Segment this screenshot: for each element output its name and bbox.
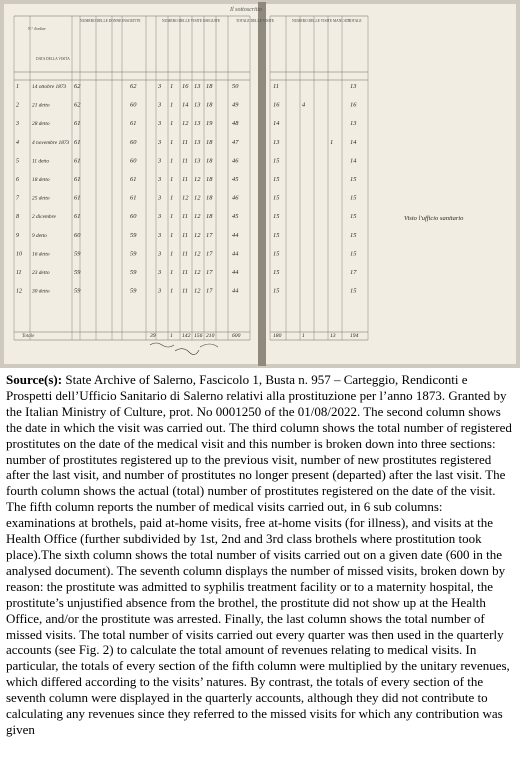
right-column-headers — [292, 19, 362, 23]
entry-visits-a: 3 — [158, 138, 162, 146]
entry-number: 4 — [16, 139, 19, 146]
entry-missed-total: 13 — [350, 120, 357, 128]
entry-total-visits: 46 — [232, 194, 239, 202]
entry-total-visits: 49 — [232, 101, 239, 109]
entry-visits-e: 17 — [206, 231, 213, 239]
entry-missed-total: 15 — [350, 194, 357, 202]
entry-visits-d: 13 — [194, 157, 201, 165]
handwritten-note: Visto l'ufficio sanitario — [404, 215, 464, 222]
entry-visits-c: 14 — [182, 101, 189, 109]
entry-total-registered: 60 — [130, 157, 137, 165]
entry-missed-a: 15 — [273, 269, 280, 276]
entry-number: 7 — [16, 195, 19, 202]
total-cell: 1 — [302, 333, 305, 339]
entry-visits-e: 18 — [206, 176, 213, 183]
entry-visits-b: 1 — [170, 287, 174, 295]
entry-missed-a: 15 — [273, 176, 280, 183]
header-missed: NUMERO DELLE VISITE MANCATE — [292, 19, 351, 23]
entry-visits-c: 11 — [182, 176, 188, 183]
entry-visits-e: 17 — [206, 287, 213, 295]
entry-date: 14 ottobre 1873 — [32, 84, 67, 90]
entry-visits-d: 12 — [194, 287, 201, 295]
entry-registered: 59 — [74, 250, 81, 258]
entry-number: 3 — [16, 121, 19, 128]
entry-missed-total: 15 — [350, 287, 357, 295]
entry-visits-d: 12 — [194, 231, 201, 239]
entry-number: 10 — [16, 251, 22, 258]
entry-total-registered: 60 — [130, 213, 137, 221]
entry-total-registered: 62 — [130, 83, 137, 90]
entry-registered: 61 — [74, 213, 81, 221]
total-cell: 210 — [206, 333, 215, 339]
entry-total-visits: 46 — [232, 157, 239, 165]
total-cell: 39 — [150, 333, 156, 339]
header-registered: NUMERO DELLE DONNE INSCRITTE — [80, 19, 141, 23]
entry-visits-b: 1 — [170, 138, 174, 146]
entry-total-visits: 45 — [232, 213, 239, 221]
entry-registered: 61 — [74, 120, 81, 128]
entry-registered: 62 — [74, 101, 81, 109]
entry-visits-b: 1 — [170, 157, 174, 165]
total-cell: 13 — [330, 333, 336, 339]
entry-registered: 61 — [74, 176, 81, 183]
entry-visits-e: 17 — [206, 269, 213, 276]
entry-total-registered: 59 — [130, 231, 137, 239]
entry-visits-a: 3 — [158, 213, 162, 221]
entry-visits-e: 18 — [206, 157, 213, 165]
entry-missed-a: 14 — [273, 120, 280, 128]
entry-missed-total: 13 — [350, 83, 357, 90]
entry-date: 9 detto — [32, 232, 47, 239]
total-cell: 600 — [232, 333, 241, 339]
entry-visits-e: 18 — [206, 213, 213, 221]
entry-registered: 61 — [74, 138, 81, 146]
entry-visits-c: 11 — [182, 157, 188, 165]
entry-visits-b: 1 — [170, 101, 174, 109]
entry-missed-a: 13 — [273, 138, 280, 146]
entry-total-registered: 60 — [130, 138, 137, 146]
entry-total-visits: 45 — [232, 176, 239, 183]
header-date: DATA DELLA VISITA — [36, 57, 70, 61]
entry-registered: 61 — [74, 157, 81, 165]
entry-date: 23 detto — [32, 270, 50, 276]
entry-visits-d: 12 — [194, 269, 201, 276]
entry-visits-a: 3 — [158, 83, 162, 90]
entry-visits-b: 1 — [170, 213, 174, 221]
entry-total-registered: 61 — [130, 194, 137, 202]
entry-registered: 60 — [74, 231, 81, 239]
entry-number: 9 — [16, 232, 19, 239]
entry-visits-c: 16 — [182, 83, 189, 90]
entry-total-visits: 44 — [232, 287, 239, 295]
entry-date: 11 detto — [32, 158, 50, 165]
entry-missed-a: 15 — [273, 194, 280, 202]
entry-missed-a: 15 — [273, 231, 280, 239]
entry-total-visits: 44 — [232, 231, 239, 239]
entry-visits-d: 12 — [194, 194, 201, 202]
entry-missed-a: 15 — [273, 157, 280, 165]
entry-total-registered: 61 — [130, 176, 137, 183]
entry-visits-a: 3 — [158, 269, 162, 276]
entry-visits-c: 11 — [182, 287, 188, 295]
entry-number: 11 — [16, 270, 22, 276]
entry-registered: 61 — [74, 194, 81, 202]
entry-total-registered: 59 — [130, 269, 137, 276]
entry-date: 16 detto — [32, 251, 50, 258]
total-cell: 180 — [273, 333, 282, 339]
entry-visits-d: 13 — [194, 138, 201, 146]
entry-visits-d: 13 — [194, 101, 201, 109]
entry-number: 12 — [16, 288, 22, 295]
entry-date: 18 detto — [32, 177, 50, 183]
entry-missed-total: 15 — [350, 250, 357, 258]
entry-visits-a: 3 — [158, 287, 162, 295]
entry-visits-c: 12 — [182, 120, 189, 128]
entry-total-visits: 44 — [232, 250, 239, 258]
entry-visits-a: 3 — [158, 231, 162, 239]
caption-label: Source(s): — [6, 372, 63, 387]
entry-registered: 62 — [74, 83, 81, 90]
total-cell: 156 — [194, 333, 203, 339]
entry-visits-a: 3 — [158, 194, 162, 202]
ledger-image — [0, 0, 520, 368]
entry-total-visits: 47 — [232, 138, 239, 146]
entry-missed-c: 1 — [330, 138, 334, 146]
caption-text: State Archive of Salerno, Fascicolo 1, Busta n. 957 – Carteggio, Rendiconti e Prospetti dell’Ufficio Sanitario di Salerno relativi alla prostituzione per l’anno 1873. Granted by the Italian Ministry of Culture, prot. No 0001250 of the 01/08/2022. The second column shows the date in which the visit was carried out. The third column shows the total number of registered prostitutes on the date of the medical visit and this number is broken down into three sections: number of prostitutes registered up to the previous visit, number of new prostitutes registered after the last visit, and number of prostitutes no longer present (departed) after the last visit. The fourth column shows the actual (total) number of prostitutes registered on the date of the visit. The fifth column reports the number of medical visits carried out, in 6 sub columns: examinations at brothels, paid at-home visits, free at-home visits (for illness), and visits at the Health Office (further subdivided by 1st, 2nd and 3rd class brothels where prostitution took place).The sixth column shows the total number of visits carried out on a given date (600 in the analysed document). The seventh column displays the number of missed visits, broken down by reason: the prostitute was admitted to syphilis treatment facility or to a maternity hospital, the prostitute’s unjustified absence from the brothel, the prostitute did not show up at the Health Office, and/or the prostitute was arrested. Finally, the last column shows the total number of missed visits. The total number of visits carried out every quarter was then used in the quarterly accounts (see Fig. 2) to calculate the total amount of revenues relating to medical visits. In particular, the totals of every section of the fifth column were multiplied by the unitary revenues, which differed according to the visits’ natures. By contrast, the totals of every section of the seventh column were displayed in the quarterly accounts, although they did not contribute to calculating any revenues since they referred to the missed visits for which any contribution was given — [6, 372, 512, 737]
entry-registered: 59 — [74, 269, 81, 276]
entry-missed-b: 4 — [302, 101, 306, 109]
entry-visits-b: 1 — [170, 194, 174, 202]
entry-visits-d: 12 — [194, 250, 201, 258]
entry-total-registered: 61 — [130, 120, 137, 128]
entry-date: 2 dicembre — [32, 214, 56, 221]
total-cell: 194 — [350, 333, 359, 339]
entry-date: 30 detto — [32, 288, 50, 295]
entry-total-visits: 50 — [232, 83, 239, 90]
entry-visits-e: 18 — [206, 138, 213, 146]
entry-registered: 59 — [74, 287, 81, 295]
entry-visits-d: 12 — [194, 176, 201, 183]
entry-visits-c: 11 — [182, 250, 188, 258]
page-header-text: Il sottoscritto — [230, 7, 263, 13]
header-total-visits: TOTALE DELLE VISITE — [236, 19, 275, 23]
entry-visits-a: 3 — [158, 176, 162, 183]
header-nordine: N.° d'ordine — [28, 27, 46, 31]
entry-visits-e: 18 — [206, 83, 213, 90]
entry-visits-b: 1 — [170, 250, 174, 258]
entry-missed-total: 14 — [350, 157, 357, 165]
entry-visits-b: 1 — [170, 176, 174, 183]
entry-date: 21 detto — [32, 102, 50, 109]
totals-label: Totale — [22, 334, 35, 339]
entry-missed-total: 15 — [350, 176, 357, 183]
total-cell: 142 — [182, 333, 191, 339]
entry-total-visits: 48 — [232, 120, 239, 128]
entry-missed-a: 15 — [273, 250, 280, 258]
entry-missed-total: 15 — [350, 231, 357, 239]
entry-missed-total: 17 — [350, 269, 357, 276]
entry-total-registered: 59 — [130, 250, 137, 258]
entry-visits-d: 13 — [194, 83, 201, 90]
entry-visits-c: 12 — [182, 194, 189, 202]
entry-number: 5 — [16, 158, 19, 165]
header-missed-total: TOTALE — [348, 19, 362, 23]
binding-gutter — [258, 2, 266, 366]
entry-visits-e: 18 — [206, 101, 213, 109]
entry-missed-a: 16 — [273, 101, 280, 109]
entry-visits-e: 17 — [206, 250, 213, 258]
entry-missed-total: 14 — [350, 138, 357, 146]
entry-visits-e: 19 — [206, 120, 213, 128]
entry-date: 28 detto — [32, 121, 50, 128]
entry-visits-c: 11 — [182, 138, 188, 146]
entry-visits-b: 1 — [170, 269, 174, 276]
entry-visits-d: 12 — [194, 213, 201, 221]
ledger-photograph — [0, 0, 520, 368]
entry-missed-a: 11 — [273, 83, 279, 90]
entry-total-registered: 60 — [130, 101, 137, 109]
entry-missed-a: 15 — [273, 287, 280, 295]
entry-visits-a: 3 — [158, 101, 162, 109]
right-page — [264, 4, 516, 364]
entry-visits-b: 1 — [170, 120, 174, 128]
entry-number: 2 — [16, 102, 19, 109]
entry-total-registered: 59 — [130, 287, 137, 295]
entry-visits-a: 3 — [158, 120, 162, 128]
entry-date: 25 detto — [32, 195, 50, 202]
entry-visits-b: 1 — [170, 231, 174, 239]
entry-visits-d: 13 — [194, 120, 201, 128]
entry-total-visits: 44 — [232, 269, 239, 276]
total-cell: 1 — [170, 333, 173, 339]
figure-caption — [6, 372, 514, 738]
entry-visits-b: 1 — [170, 83, 174, 90]
entry-date: 4 novembre 1873 — [32, 139, 70, 146]
entry-visits-c: 11 — [182, 213, 188, 221]
header-visits: NUMERO DELLE VISITE ESEGUITE — [162, 19, 221, 23]
entry-visits-c: 11 — [182, 269, 188, 276]
entry-number: 8 — [16, 214, 19, 221]
entry-missed-a: 15 — [273, 213, 280, 221]
entry-number: 1 — [16, 84, 19, 90]
entry-visits-a: 3 — [158, 157, 162, 165]
entry-visits-e: 18 — [206, 194, 213, 202]
entry-missed-total: 16 — [350, 101, 357, 109]
entry-missed-total: 15 — [350, 213, 357, 221]
entry-number: 6 — [16, 177, 19, 183]
entry-visits-a: 3 — [158, 250, 162, 258]
entry-visits-c: 11 — [182, 231, 188, 239]
